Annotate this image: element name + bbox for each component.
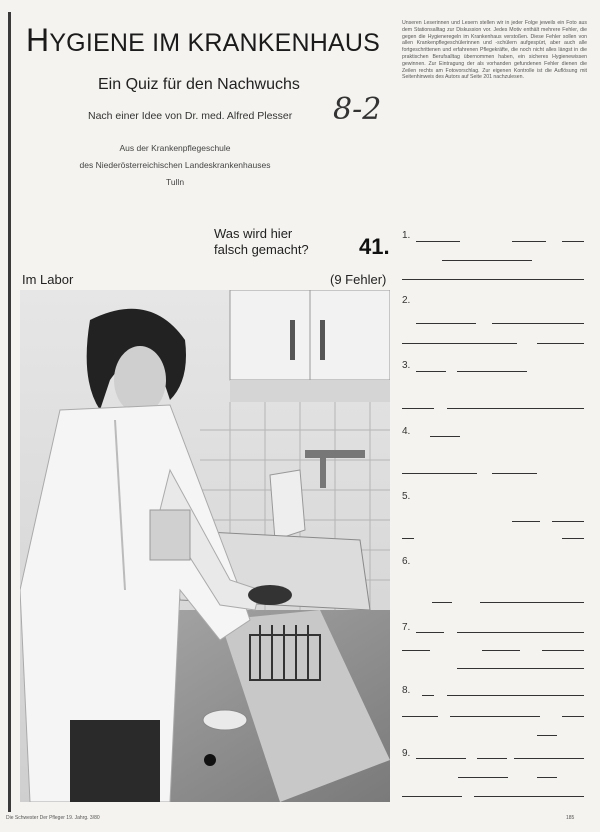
author-credit: Nach einer Idee von Dr. med. Alfred Plesser	[88, 110, 293, 122]
answer-number-9: 9.	[402, 748, 411, 759]
answer-line[interactable]	[492, 323, 584, 324]
answer-line[interactable]	[402, 650, 430, 651]
answer-line[interactable]	[416, 241, 460, 242]
question-line-1: Was wird hier	[214, 226, 293, 241]
answer-line[interactable]	[402, 279, 584, 280]
lab-photo	[20, 290, 390, 802]
answer-line[interactable]	[457, 371, 527, 372]
answer-line[interactable]	[402, 408, 434, 409]
answer-line[interactable]	[416, 758, 466, 759]
school-credit	[60, 140, 290, 191]
question-line-2: falsch gemacht?	[214, 242, 309, 257]
margin-rule	[8, 12, 11, 812]
answer-number-5: 5.	[402, 491, 411, 502]
quiz-number: 41.	[359, 234, 390, 259]
title-rest: YGIENE IM KRANKENHAUS	[49, 29, 380, 57]
answer-line[interactable]	[422, 695, 434, 696]
answer-line[interactable]	[552, 521, 584, 522]
answer-line[interactable]	[537, 343, 584, 344]
answer-line[interactable]	[562, 241, 584, 242]
quiz-question	[214, 226, 309, 258]
answer-line[interactable]	[447, 408, 584, 409]
answer-line[interactable]	[512, 521, 540, 522]
answer-number-2: 2.	[402, 295, 411, 306]
school-line-1: Aus der Krankenpflegeschule	[119, 143, 231, 153]
handwritten-note: 8-2	[333, 92, 382, 127]
answer-line[interactable]	[480, 602, 584, 603]
error-count: (9 Fehler)	[330, 272, 387, 287]
subtitle: Ein Quiz für den Nachwuchs	[98, 76, 300, 93]
answer-line[interactable]	[432, 602, 452, 603]
page-title	[26, 22, 380, 59]
answer-line[interactable]	[482, 650, 520, 651]
answer-line[interactable]	[474, 796, 584, 797]
answer-line[interactable]	[457, 632, 584, 633]
answer-line[interactable]	[416, 632, 444, 633]
answer-line[interactable]	[402, 343, 517, 344]
title-initial: H	[26, 22, 50, 58]
answer-line[interactable]	[416, 371, 446, 372]
page-number: 185	[566, 815, 575, 821]
answer-line[interactable]	[450, 716, 540, 717]
answer-line[interactable]	[416, 323, 476, 324]
school-line-2: des Niederösterreichischen Landeskrankenhauses	[79, 160, 271, 170]
answer-line[interactable]	[537, 777, 557, 778]
answer-line[interactable]	[562, 716, 584, 717]
answer-number-8: 8.	[402, 685, 411, 696]
answer-line[interactable]	[442, 260, 532, 261]
answer-number-6: 6.	[402, 556, 411, 567]
answer-line[interactable]	[477, 758, 507, 759]
answer-line[interactable]	[542, 650, 584, 651]
answer-line[interactable]	[447, 695, 584, 696]
answer-line[interactable]	[402, 796, 462, 797]
answer-line[interactable]	[402, 473, 477, 474]
lab-photo-illustration	[20, 290, 390, 802]
answer-line[interactable]	[512, 241, 546, 242]
section-label: Im Labor	[22, 272, 74, 287]
school-line-3: Tulln	[165, 177, 185, 187]
answer-line[interactable]	[402, 716, 438, 717]
answer-line[interactable]	[492, 473, 537, 474]
answer-line[interactable]	[457, 668, 584, 669]
answer-line[interactable]	[458, 777, 508, 778]
answer-number-4: 4.	[402, 426, 411, 437]
footer-citation: Die Schwester Der Pfleger 19. Jahrg. 3/80	[6, 815, 100, 821]
answer-number-3: 3.	[402, 360, 411, 371]
intro-text: Unseren Leserinnen und Lesern stellen wir in jeder Folge jeweils ein Foto aus dem Stationsalltag zur Diskussion vor. Jedes Motiv enthält mehrere Fehler, die gegen die Hygieneregeln im Krankenhaus verstoßen. Diese Fehler sollen von allen Krankenpflegeschülerinnen und -schülern aufgespürt, aber auch alle fortgeschrittenen und erfahrenen Pflegekräfte, die noch nicht alles längst in die praktischen Berufsalltag übernommen haben, ein sicheres Hygienewissen gewinnen. Zur Eintragung der als vorhanden gefundenen Fehler dienen die Zeilen rechts am Fotovorschlag. Zur eigenen Kontrolle ist die Auflösung mit Seitenhinweis des Autors auf Seite 201 nachzulesen.	[402, 20, 587, 81]
answer-line[interactable]	[402, 538, 414, 539]
answer-number-7: 7.	[402, 622, 411, 633]
answer-line[interactable]	[430, 436, 460, 437]
answer-line[interactable]	[537, 735, 557, 736]
answer-number-1: 1.	[402, 230, 411, 241]
answer-line[interactable]	[514, 758, 584, 759]
answer-line[interactable]	[562, 538, 584, 539]
